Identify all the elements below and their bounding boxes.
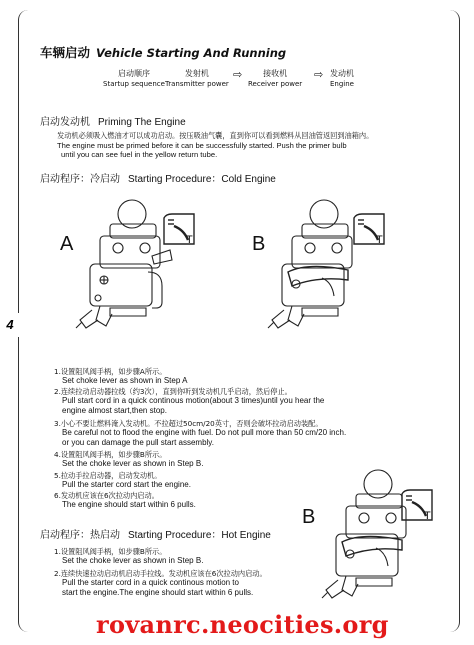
cold-step-3: 3.小心不要让燃料淹入发动机。不拉超过50cm/20英寸，否则会破坏拉动启动装配。 Be careful not to flood the engine with fuel. Do not pull more than 50 cm/20 inch. or you can damage the pull start assembly. xyxy=(54,419,347,447)
sequence-receiver: 接收机 Receiver power xyxy=(248,69,303,88)
cold-step-1: 1.设置阻风阀手柄，如步骤A所示。 Set choke lever as shown in Step A xyxy=(54,367,188,386)
step-a-label: A xyxy=(60,233,74,255)
sequence-transmitter: 发射机 Transmitter power xyxy=(165,69,229,88)
cold-step-5: 5.拉动手拉启动器，启动发动机。 Pull the starter cord start the engine. xyxy=(54,471,191,490)
cold-start-heading: 启动程序：冷启动 Starting Procedure：Cold Engine xyxy=(40,174,276,185)
title-cn: 车辆启动 xyxy=(40,45,91,60)
svg-text:T: T xyxy=(376,234,383,246)
hot-step-2: 2.连续快速拉动启动机启动手拉线。发动机应该在6次拉动内启动。 Pull the starter cord in a quick continous motion to start the engine.The engine should start within 6 pulls. xyxy=(54,569,267,597)
sequence-startup: 启动顺序 Startup sequence xyxy=(103,69,165,88)
page-title xyxy=(40,43,286,61)
svg-text:T: T xyxy=(186,234,193,246)
cold-step-2: 2.连续拉动启动器拉线（约3次），直到你听到发动机几乎启动，然后停止。 Pull start cord in a quick continous motion(about 3 times)until you hear the engine almost start,then stop. xyxy=(54,387,325,415)
page-number: 4 xyxy=(0,313,20,337)
throttle-gauge-icon xyxy=(350,212,390,248)
hot-step-b-label: B xyxy=(302,506,316,528)
cold-step-4: 4.设置阻风阀手柄，如步骤B所示。 Set the choke lever as shown in Step B. xyxy=(54,450,204,469)
priming-heading: 启动发动机 Priming The Engine xyxy=(40,117,186,128)
arrow-right-icon: ⇨ xyxy=(314,68,324,81)
svg-text:T: T xyxy=(424,510,431,522)
arrow-right-icon: ⇨ xyxy=(233,68,243,81)
hot-step-1: 1.设置阻风阀手柄，如步骤B所示。 Set the choke lever as shown in Step B. xyxy=(54,547,204,566)
throttle-gauge-icon xyxy=(160,212,200,248)
step-b-label: B xyxy=(252,233,266,255)
cold-step-6: 6.发动机应该在6次拉动内启动。 The engine should start within 6 pulls. xyxy=(54,491,196,510)
watermark: rovanrc.neocities.org xyxy=(96,610,389,639)
sequence-engine: 发动机 Engine xyxy=(330,69,354,88)
throttle-gauge-icon xyxy=(398,488,438,524)
hot-start-heading: 启动程序：热启动 Starting Procedure：Hot Engine xyxy=(40,530,271,541)
engine-illustration-hot-b xyxy=(316,462,436,612)
title-en: Vehicle Starting And Running xyxy=(96,46,287,60)
priming-text: 发动机必须吸入燃油才可以成功启动。按压吸油气囊，直到你可以看到燃料从回油管返回到油箱内。 The engine must be primed before it can be successfully started. Push the primer bulb until you can see fuel in the yellow return tube. xyxy=(57,131,374,160)
